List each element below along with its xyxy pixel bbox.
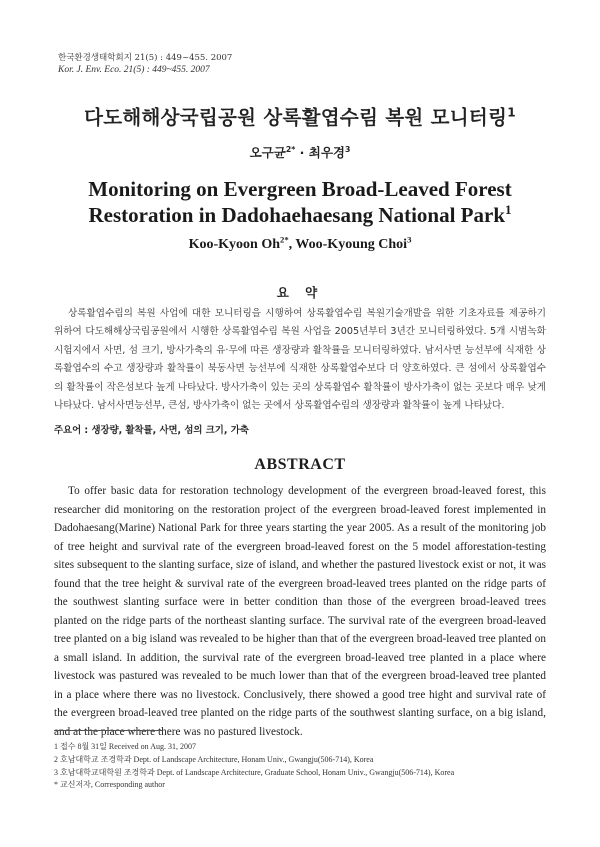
journal-citation-english: Kor. J. Env. Eco. 21(5) : 449~455. 2007 — [58, 65, 210, 75]
footnote-4: * 교신저자, Corresponding author — [54, 780, 165, 790]
english-title-line-1: Monitoring on Evergreen Broad-Leaved Forest — [88, 177, 512, 201]
korean-author-separator: · — [295, 145, 309, 160]
english-author-2-mark: 3 — [407, 234, 412, 245]
korean-author-2-mark: 3 — [344, 144, 351, 154]
abstract-heading: ABSTRACT — [254, 456, 346, 473]
footnote-2: 2 호남대학교 조경학과 Dept. of Landscape Architecture, Honam Univ., Gwangju(506-714), Korea — [54, 754, 374, 764]
english-author-1-mark: 2* — [280, 234, 289, 245]
keywords-label: 주요어 : — [54, 425, 92, 436]
english-authors — [0, 234, 600, 253]
korean-author-1-mark: 2* — [285, 144, 296, 154]
journal-citation — [58, 52, 232, 76]
abstract-body: To offer basic data for restoration technology development of the evergreen broad-leaved forest, this researcher did monitoring on the restoration project of the evergreen broad-leaved forest implemented in Dadohaesang(Marine) National Park for three years starting the year 2005. As a result of the monitoring job of tree height and survival rate of the evergreen broad-leaved forest on the 5 model afforestation-testing sites subsequent to the slanting surface, size of island, and whether the pastured livestock exist or not, it was found that the tree height & survival rate of the evergreen broad-leaved trees planted on the ridge parts of the southwest slanting surface were in better condition than those of the evergreen broad-leaved trees planted on the ridge parts of the northeast slanting surface. The survival rate of the evergreen broad-leaved tree planted on a big island was revealed to be higher than that of the evergreen broad-leaved tree planted on a small island. In addition, the survival rate of the evergreen broad-leaved tree planted in a place where livestock was pastured was revealed to be much lower than that of the evergreen broad-leaved tree planted in a place where there was no livestock. Conclusively, there showed a good tree hight and survival rate of the evergreen broad-leaved tree planted on the ridge parts of the southwest slanting surface, on a big island, and at the place where there was no pastured livestock. — [54, 485, 546, 738]
english-title — [0, 176, 600, 228]
english-title-line-2: Restoration in Dadohaehaesang National Park — [88, 203, 505, 227]
korean-authors — [0, 143, 600, 161]
english-title-footnote-mark: 1 — [505, 202, 512, 217]
footnote-divider — [54, 730, 162, 731]
english-author-1: Koo-Kyoon Oh — [188, 237, 280, 252]
footnote-1: 1 접수 8월 31일 Received on Aug. 31, 2007 — [54, 742, 197, 751]
korean-title — [0, 102, 600, 130]
footnote-3: 3 호남대학교대학원 조경학과 Dept. of Landscape Architecture, Graduate School, Honam Univ., Gwangju(506-714), Korea — [54, 767, 455, 777]
keywords — [54, 422, 546, 436]
korean-abstract-heading: 요 약 — [276, 285, 324, 300]
korean-author-2: 최우경 — [308, 145, 345, 160]
korean-author-1: 오구균 — [249, 145, 286, 160]
english-title-line-2-wrap — [0, 202, 600, 228]
journal-citation-korean: 한국환경생태학회지 21(5) : 449~455. 2007 — [58, 53, 233, 63]
korean-abstract-body: 상록활엽수림의 복원 사업에 대한 모니터링을 시행하여 상록활엽수림 복원기술개발을 위한 기초자료를 제공하기 위하여 다도해해상국립공원에서 시행한 상록활엽수림 복원 사업을 2005년부터 3년간 모니터링하였다. 5개 시범녹화시험지에서 사면, 섬 크기, 방사가축의 유·무에 따른 생장량과 활착률을 모니터링하였다. 남서사면 능선부에 식재한 상록활엽수의 수고 생장량과 활착률이 북동사면 능선부에 식재한 상록활엽수보다 더 양호하였다. 큰 섬에서 상록활엽수의 활착률이 작은섬보다 높게 나타났다. 방사가축이 있는 곳의 상록활엽수 활착률이 방사가축이 없는 곳보다 매우 낮게 나타났다. 남서사면능선부, 큰섬, 방사가축이 없는 곳에서 상록활엽수림의 생장량과 활착률이 높게 나타났다. — [54, 308, 546, 412]
keywords-list: 생장량, 활착률, 사면, 섬의 크기, 가축 — [91, 425, 249, 436]
korean-title-text: 다도해해상국립공원 상록활엽수림 복원 모니터링 — [84, 106, 508, 129]
footnotes — [54, 741, 554, 792]
english-author-2: Woo-Kyoung Choi — [295, 237, 408, 252]
english-author-separator: , — [288, 237, 296, 252]
korean-title-footnote-mark: 1 — [507, 105, 516, 120]
